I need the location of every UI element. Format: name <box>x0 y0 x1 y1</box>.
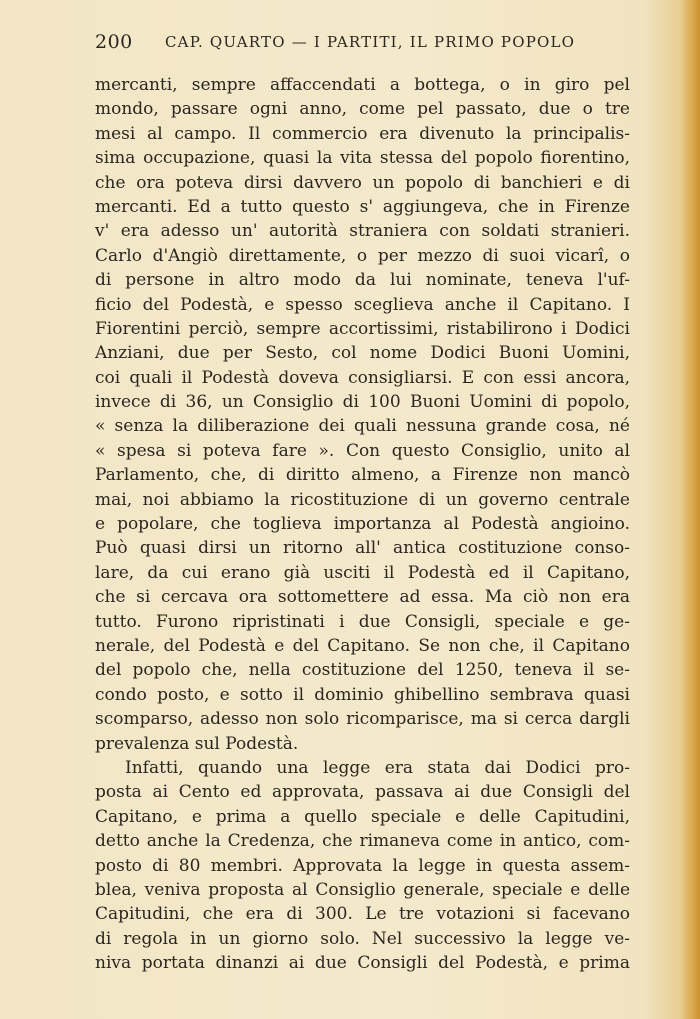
text-line: blea, veniva proposta al Consiglio generale, speciale e delle <box>95 879 630 900</box>
text-line: di persone in altro modo da lui nominate, teneva l'uf- <box>95 270 630 291</box>
page-header <box>95 31 632 55</box>
text-line: Capitudini, che era di 300. Le tre votazioni si facevano <box>95 904 630 925</box>
text-line: Può quasi dirsi un ritorno all' antica costituzione conso- <box>95 538 630 559</box>
page-edge <box>682 0 700 1019</box>
text-line: tutto. Furono ripristinati i due Consigli, speciale e ge- <box>95 611 630 632</box>
text-line: ficio del Podestà, e spesso sceglieva anche il Capitano. I <box>95 294 630 315</box>
text-line: e popolare, che toglieva importanza al Podestà angioino. <box>95 514 630 535</box>
text-line: coi quali il Podestà doveva consigliarsi. E con essi ancora, <box>95 367 630 388</box>
text-line: « spesa si poteva fare ». Con questo Consiglio, unito al <box>95 440 630 461</box>
text-line: Parlamento, che, di diritto almeno, a Firenze non mancò <box>95 465 630 486</box>
text-line: che ora poteva dirsi davvero un popolo di banchieri e di <box>95 172 630 193</box>
text-line: invece di 36, un Consiglio di 100 Buoni Uomini di popolo, <box>95 392 630 413</box>
text-line: Anziani, due per Sesto, col nome Dodici Buoni Uomini, <box>95 343 630 364</box>
text-line: condo posto, e sotto il dominio ghibellino sembrava quasi <box>95 684 630 705</box>
text-line: lare, da cui erano già usciti il Podestà ed il Capitano, <box>95 562 630 583</box>
text-line: mondo, passare ogni anno, come pel passato, due o tre <box>95 99 630 120</box>
text-line: del popolo che, nella costituzione del 1250, teneva il se- <box>95 660 630 681</box>
text-line: che si cercava ora sottomettere ad essa. Ma ciò non era <box>95 587 630 608</box>
text-line: posto di 80 membri. Approvata la legge in questa assem- <box>95 855 630 876</box>
text-line: scomparso, adesso non solo ricomparisce, ma si cerca dargli <box>95 709 630 730</box>
running-head: CAP. QUARTO — I PARTITI, IL PRIMO POPOLO <box>165 33 576 51</box>
text-line: niva portata dinanzi ai due Consigli del Podestà, e prima <box>95 953 630 974</box>
text-line: posta ai Cento ed approvata, passava ai due Consigli del <box>95 782 630 803</box>
text-line: mercanti, sempre affaccendati a bottega, o in giro pel <box>95 75 630 95</box>
text-line: mercanti. Ed a tutto questo s' aggiungeva, che in Firenze <box>95 196 630 217</box>
text-line: Infatti, quando una legge era stata dai Dodici pro- <box>125 757 630 778</box>
text-line: v' era adesso un' autorità straniera con soldati stranieri. <box>95 221 630 242</box>
text-line: detto anche la Credenza, che rimaneva come in antico, com- <box>95 831 630 852</box>
paragraph <box>95 756 630 976</box>
text-line: « senza la diliberazione dei quali nessuna grande cosa, né <box>95 416 630 437</box>
page-number: 200 <box>95 31 133 53</box>
text-line: prevalenza sul Podestà. <box>95 733 299 754</box>
text-line: Capitano, e prima a quello speciale e delle Capitudini, <box>95 806 630 827</box>
text-line: di regola in un giorno solo. Nel successivo la legge ve- <box>95 928 630 949</box>
text-line: Fiorentini perciò, sempre accortissimi, ristabilirono i Dodici <box>95 318 630 339</box>
text-line: Carlo d'Angiò direttamente, o per mezzo di suoi vicarî, o <box>95 245 630 266</box>
text-line: mesi al campo. Il commercio era divenuto la principalis- <box>95 123 630 144</box>
text-line: sima occupazione, quasi la vita stessa del popolo fiorentino, <box>95 148 630 169</box>
text-line: nerale, del Podestà e del Capitano. Se non che, il Capitano <box>95 635 630 656</box>
paragraph <box>95 73 630 756</box>
body-text <box>95 73 630 975</box>
text-line: mai, noi abbiamo la ricostituzione di un governo centrale <box>95 489 630 510</box>
